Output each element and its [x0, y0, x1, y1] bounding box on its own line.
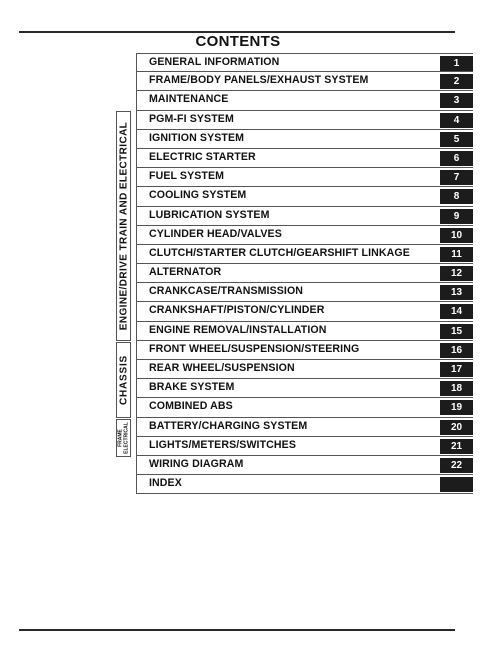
toc-number-tab[interactable]: 18 [440, 381, 473, 396]
toc-label: COOLING SYSTEM [149, 189, 247, 202]
section-chassis-label: CHASSIS [118, 354, 129, 406]
toc-row[interactable] [136, 72, 473, 91]
toc-row[interactable] [136, 111, 473, 130]
toc-label: ALTERNATOR [149, 266, 222, 279]
toc-row[interactable] [136, 264, 473, 283]
toc-row[interactable] [136, 91, 473, 110]
toc-number-tab[interactable]: 5 [440, 132, 473, 147]
section-chassis [116, 342, 131, 418]
toc-row[interactable] [136, 283, 473, 302]
toc-number-tab[interactable]: 1 [440, 56, 473, 71]
toc-row[interactable] [136, 360, 473, 379]
page-title: CONTENTS [195, 33, 281, 50]
toc-row[interactable] [136, 379, 473, 398]
toc-number-tab[interactable]: 11 [440, 247, 473, 262]
toc-number-tab[interactable]: 4 [440, 113, 473, 128]
toc-label: MAINTENANCE [149, 93, 229, 106]
toc-label: GENERAL INFORMATION [149, 56, 280, 68]
toc-label: BATTERY/CHARGING SYSTEM [149, 419, 308, 432]
section-frame-electrical [116, 419, 131, 457]
toc-row[interactable] [136, 322, 473, 341]
toc-number-tab[interactable] [440, 477, 473, 492]
section-engine-drive-train [116, 111, 131, 341]
toc-label: CRANKCASE/TRANSMISSION [149, 285, 304, 298]
toc-row[interactable] [136, 53, 473, 72]
toc-label: COMBINED ABS [149, 400, 233, 413]
toc-label: LUBRICATION SYSTEM [149, 208, 270, 221]
toc-number-tab[interactable]: 6 [440, 151, 473, 166]
toc-row[interactable] [136, 207, 473, 226]
toc-label: LIGHTS/METERS/SWITCHES [149, 438, 296, 451]
toc-label: PGM-FI SYSTEM [149, 112, 234, 125]
toc-number-tab[interactable]: 13 [440, 285, 473, 300]
toc-number-tab[interactable]: 20 [440, 420, 473, 435]
toc-label: FRONT WHEEL/SUSPENSION/STEERING [149, 342, 360, 355]
toc-number-tab[interactable]: 16 [440, 343, 473, 358]
toc-label: ENGINE REMOVAL/INSTALLATION [149, 323, 327, 336]
toc-number-tab[interactable]: 12 [440, 266, 473, 281]
toc-label: WIRING DIAGRAM [149, 457, 244, 470]
toc-number-tab[interactable]: 3 [440, 93, 473, 108]
toc-label: BRAKE SYSTEM [149, 381, 235, 394]
toc-number-tab[interactable]: 22 [440, 458, 473, 473]
toc-row[interactable] [136, 341, 473, 360]
toc-label: CYLINDER HEAD/VALVES [149, 227, 282, 240]
toc-number-tab[interactable]: 14 [440, 304, 473, 319]
toc-row[interactable] [136, 456, 473, 475]
section-frame-label [118, 422, 129, 454]
toc-row[interactable] [136, 245, 473, 264]
toc-label: CRANKSHAFT/PISTON/CYLINDER [149, 304, 325, 317]
toc-row[interactable] [136, 149, 473, 168]
toc-number-tab[interactable]: 21 [440, 439, 473, 454]
toc-label: REAR WHEEL/SUSPENSION [149, 362, 295, 374]
section-engine-label: ENGINE/DRIVE TRAIN AND ELECTRICAL [118, 121, 129, 331]
toc-row[interactable] [136, 418, 473, 437]
toc-number-tab[interactable]: 8 [440, 189, 473, 204]
toc-number-tab[interactable]: 2 [440, 74, 473, 89]
toc-label: FUEL SYSTEM [149, 170, 225, 183]
toc-row[interactable] [136, 437, 473, 456]
toc-row[interactable] [136, 302, 473, 321]
toc-row[interactable] [136, 168, 473, 187]
toc-number-tab[interactable]: 19 [440, 400, 473, 415]
toc-label: INDEX [149, 477, 182, 490]
toc-number-tab[interactable]: 15 [440, 324, 473, 339]
toc-number-tab[interactable]: 9 [440, 209, 473, 224]
section-frame-line2: ELECTRICAL [122, 422, 129, 454]
toc-label: IGNITION SYSTEM [149, 131, 245, 144]
toc-label: ELECTRIC STARTER [149, 150, 256, 163]
toc-number-tab[interactable]: 7 [440, 170, 473, 185]
toc-number-tab[interactable]: 10 [440, 228, 473, 243]
toc-row[interactable] [136, 130, 473, 149]
contents-list [136, 53, 473, 494]
toc-label: CLUTCH/STARTER CLUTCH/GEARSHIFT LINKAGE [149, 246, 410, 259]
section-frame-line1: FRAME [117, 429, 123, 447]
toc-number-tab[interactable]: 17 [440, 362, 473, 377]
toc-row[interactable] [136, 187, 473, 206]
toc-row[interactable] [136, 226, 473, 245]
toc-row[interactable] [136, 475, 473, 494]
bottom-rule [19, 629, 455, 631]
toc-label: FRAME/BODY PANELS/EXHAUST SYSTEM [149, 74, 369, 87]
toc-row[interactable] [136, 398, 473, 417]
